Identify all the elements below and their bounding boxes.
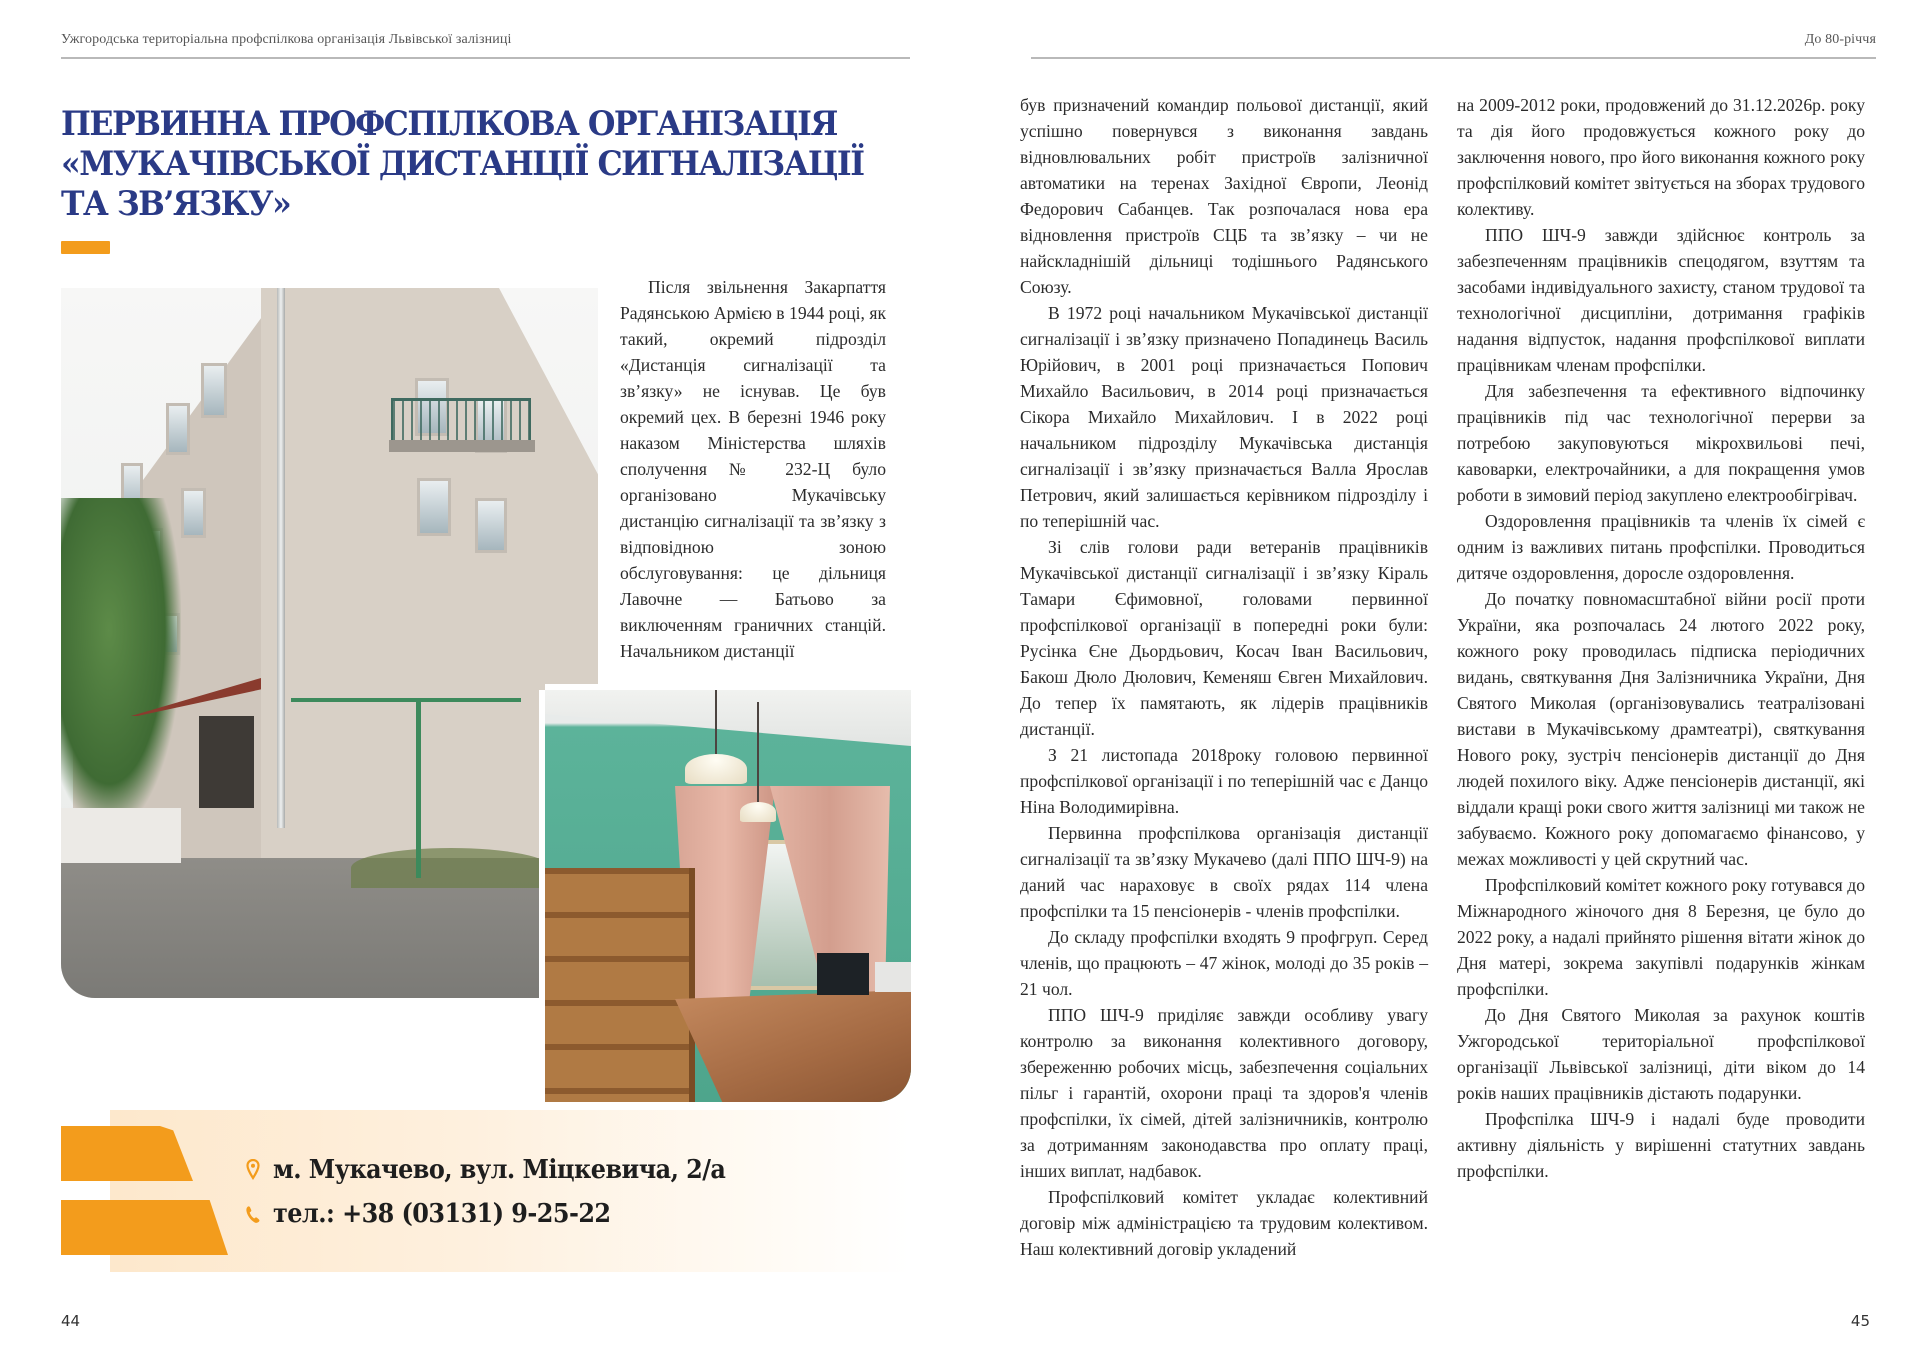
text-column-2: [1457, 92, 1865, 1184]
white-fence: [61, 808, 181, 863]
window: [475, 498, 507, 553]
contact-band: [110, 1110, 910, 1272]
address-text: м. Мукачево, вул. Міцкевича, 2/а: [273, 1155, 726, 1185]
paragraph: ППО ШЧ-9 завжди здійснює контроль за забезпеченням працівників спецодягом, взуттям та засобами індивідуального захисту, станом трудової та технологічної дисципліни, дотримання графіків надання відпусток, надання профспілкової виплати працівникам членам профспілки.: [1457, 225, 1865, 375]
window: [201, 363, 227, 418]
green-post: [416, 698, 421, 878]
green-clothesline-bar: [291, 698, 521, 702]
paragraph: на 2009-2012 роки, продовжений до 31.12.2026р. року та дія його продовжується кожного року до заключення нового, про його виконання кожного року профспілковий комітет звітується на зборах трудового колективу.: [1457, 95, 1865, 219]
paragraph: був призначений командир польової дистанції, який успішно повернувся з виконання завдань відновлювальних робіт пристроїв залізничної автоматики на теренах Західної Європи, Леонід Федорович Сабанцев. Так розпочалася нова ера відновлення пристроїв СЦБ та зв’язку – чи не найскладнішій дільниці тодішнього Радянського Союзу.: [1020, 95, 1428, 297]
pendant-lamp: [685, 754, 747, 784]
paragraph: Профспілковий комітет укладає колективний договір між адміністрацією та трудовим колективом. Наш колективний договір укладений: [1020, 1187, 1428, 1259]
printer: [875, 962, 911, 992]
text-column-1: [1020, 92, 1428, 1262]
running-head-left: Ужгородська територіальна профспілкова організація Львівської залізниці: [61, 32, 512, 47]
paragraph: З 21 листопада 2018року головою первинної профспілкової організації і по теперішній час є Данцо Ніна Володимирівна.: [1020, 745, 1428, 817]
paragraph: Профспілковий комітет кожного року готувався до Міжнародного жіночого дня 8 Березня, це було до 2022 року, а надалі прийнято рішення вітати жінок до Дня матері, зокрема закупівлі подарунків жінкам профспілки.: [1457, 875, 1865, 999]
pendant-lamp: [740, 802, 776, 822]
title-line: «МУКАЧІВСЬКОЇ ДИСТАНЦІЇ СИГНАЛІЗАЦІЇ: [61, 144, 864, 184]
page-title: [61, 104, 864, 224]
grass: [351, 848, 551, 888]
phone-icon: [245, 1201, 261, 1227]
paragraph: До початку повномасштабної війни росії проти України, яка розпочалась 24 лютого 2022 року, кожного року проводилась підписка періодичних видань, святкування Дня Залізничника України, Дня Святого Миколая (організовувались театралізовані вистави в Мукачівському драмтеатрі), святкування Нового року, зустріч пенсіонерів дистанції до Дня людей похилого віку. Адже пенсіонерів дистанції, які віддали кращі роки свого життя залізниці ми також не забуваємо. Кожного року допомагаємо фінансово, у межах можливості у цей скрутний час.: [1457, 589, 1865, 869]
paragraph: ППО ШЧ-9 приділяє завжди особливу увагу контролю за виконання колективного договору, збереженню робочих місць, забезпечення соціальних пільг і гарантій, охорони праці та здоров'я членів профспілки, їх сімей, дітей залізничників, контролю за дотриманням законодавства про оплату праці, інших виплат, надбавок.: [1020, 1005, 1428, 1181]
paragraph: До складу профспілки входять 9 профгруп. Серед членів, що працюють – 47 жінок, молоді до 35 років – 21 чол.: [1020, 927, 1428, 999]
page-number: 44: [61, 1312, 81, 1330]
paragraph: Зі слів голови ради ветеранів працівників Мукачівської дистанції сигналізації і зв’язку Кіраль Тамари Єфимовної, головами первинної профспілкової організації в попередні роки були: Русінка Єне Дьордьович, Косач Іван Васильович, Бакош Дюло Дюлович, Кеменяш Євген Михайлович. До тепер їх памятають, як лідерів працівників дистанції.: [1020, 537, 1428, 739]
intro-text: [620, 274, 886, 664]
lamp-cord: [715, 690, 717, 756]
lamp-cord: [757, 702, 759, 802]
paragraph: До Дня Святого Миколая за рахунок коштів Ужгородської територіальної профспілкової організації Львівської залізниці, діти віком до 14 років наших працівників дістають подарунки.: [1457, 1005, 1865, 1103]
paragraph: Для забезпечення та ефективного відпочинку працівників під час технологічної перерви за потребою закуповуються мікрохвильові печі, кавоварки, електрочайники, а для покращення умов роботи в зимовий період закуплено електрообігрівач.: [1457, 381, 1865, 505]
balcony-slab: [389, 440, 535, 452]
drain-pipe: [277, 288, 285, 828]
running-head-right: До 80-річчя: [1804, 32, 1876, 47]
contact-phone: [245, 1199, 640, 1229]
header-rule: [61, 57, 910, 59]
office-photo: [545, 690, 911, 1102]
building-photo: [61, 288, 598, 998]
paragraph: Первинна профспілкова організація дистанції сигналізації та зв’язку Мукачево (далі ППО ШЧ-9) на даний час нараховує в своїх рядах 114 члена профспілки та 15 пенсіонерів - членів профспілки.: [1020, 823, 1428, 921]
computer-monitor: [817, 953, 869, 995]
phone-text: тел.: +38 (03131) 9-25-22: [273, 1199, 611, 1229]
window: [166, 403, 190, 455]
window: [417, 478, 451, 536]
decor-shape: [61, 1126, 193, 1181]
paragraph: Оздоровлення працівників та членів їх сімей є одним із важливих питань профспілки. Проводиться дитяче оздоровлення, доросле оздоровлення.: [1457, 511, 1865, 583]
entrance-door: [199, 716, 254, 808]
paragraph: В 1972 році начальником Мукачівської дистанції сигналізації і зв’язку призначено Попадинець Василь Юрійович, в 2001 році призначається Попович Михайло Васильович, в 2014 році призначається Сікора Михайло Михайлович. І в 2022 році начальником підрозділу Мукачівська дистанція сигналізації і зв’язку призначається Валла Ярослав Петрович, який залишається керівником підрозділу і по теперішній час.: [1020, 303, 1428, 531]
title-line: ТА ЗВ’ЯЗКУ»: [61, 184, 291, 224]
page-number: 45: [1850, 1312, 1870, 1330]
title-line: ПЕРВИННА ПРОФСПІЛКОВА ОРГАНІЗАЦІЯ: [61, 104, 837, 144]
header-rule: [1031, 57, 1876, 59]
tree: [61, 498, 181, 828]
contact-address: [245, 1155, 765, 1185]
window: [181, 488, 206, 538]
intro-paragraph: Після звільнення Закарпаття Радянською Армією в 1944 році, як такий, окремий підрозділ «Дистанція сигналізації та зв’язку» не існував. Це був окремий цех. В березні 1946 року наказом Міністерства шляхів сполучення № 232-Ц було організовано Мукачівську дистанцію сигналізації та зв’язку з відповідною зоною обслуговування: це дільниця Лавочне — Батьово за виключенням граничних станцій. Начальником дистанції: [620, 277, 886, 661]
right-page: [960, 0, 1920, 1358]
title-accent-bar: [61, 241, 110, 254]
bookshelves: [545, 868, 695, 1102]
decor-shape: [61, 1200, 228, 1255]
location-pin-icon: [245, 1157, 261, 1183]
paragraph: Профспілка ШЧ-9 і надалі буде проводити активну діяльність у вирішенні статутних завдань профспілки.: [1457, 1109, 1865, 1181]
balcony-railing: [391, 398, 531, 442]
